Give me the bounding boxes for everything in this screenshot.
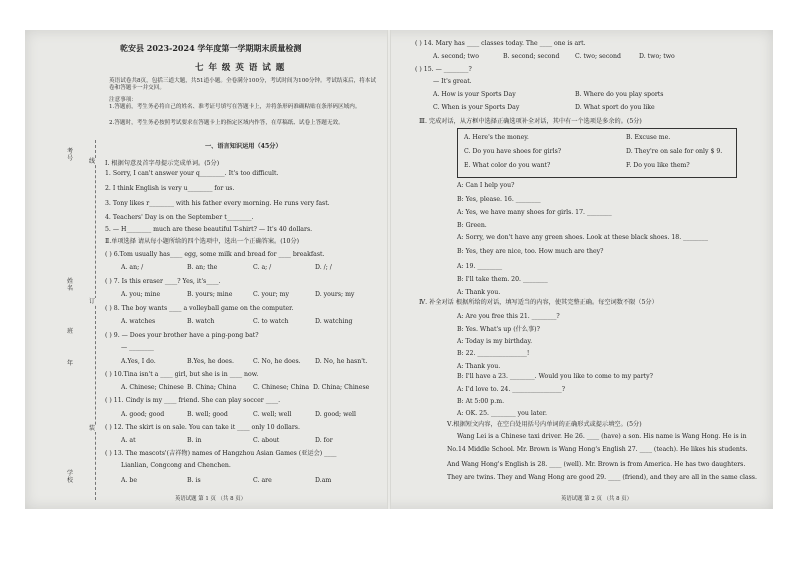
question-14: ( ) 14. Mary has ____ classes today. The ____ one is art.: [415, 40, 586, 47]
section-1-heading: Ⅰ. 根据句意及首字母提示完成单词。(5分): [105, 160, 220, 167]
option-c: C. Chinese; China: [253, 384, 310, 391]
question-4: 4. Teachers' Day is on the September t________.: [105, 214, 254, 221]
notice-1: 1.答题前，考生务必将自己的姓名、准考证号填写在答题卡上，并将条形码准确粘贴在条形码区域内。: [109, 104, 361, 110]
intro-text: 英语试卷共8页，包括三道大题，共51道小题。全卷满分100分，考试时间为100分钟。考试结束后，将本试卷和答题卡一并交回。: [109, 78, 376, 91]
option-c: C. your; my: [253, 291, 290, 298]
box-option-c: C. Do you have shoes for girls?: [464, 148, 562, 155]
passage-line: And Wang Hong's English is 28. ____ (well). Mr. Brown is from America. He has two daughters.: [447, 461, 746, 468]
question-15: ( ) 15. — ________?: [415, 66, 472, 73]
passage-line: They are twins. They and Wang Hong are good 29. ____ (friend), and they are all in the same class.: [447, 474, 757, 481]
option-b: B. watch: [187, 318, 215, 325]
question-8: ( ) 8. The boy wants ____ a volleyball game on the computer.: [105, 305, 294, 312]
option-b: B. in: [187, 437, 202, 444]
option-d: D. good; well: [315, 411, 357, 418]
option-b: B. is: [187, 477, 201, 484]
option-b: B. China; China: [187, 384, 237, 391]
option-c: C. about: [253, 437, 280, 444]
option-c: C. two; second: [575, 53, 621, 60]
box-option-f: F. Do you like them?: [626, 162, 690, 169]
option-c: C. No, he does.: [253, 358, 301, 365]
option-b: B. second; second: [503, 53, 560, 60]
binding-line: [95, 140, 96, 500]
question-13: ( ) 13. The mascots'(吉祥物) names of Hangzhou Asian Games (亚运会) ____: [105, 450, 337, 457]
school-label: 学校: [67, 470, 74, 484]
dialog2-line: B: 22. ________________!: [457, 350, 530, 357]
option-d: D. /; /: [315, 264, 332, 271]
page-footer: 英语试题 第 2 页 （共 8 页）: [561, 496, 633, 502]
option-b: B. Where do you play sports: [575, 91, 664, 98]
question-9-reply: — ________: [121, 344, 154, 351]
question-12: ( ) 12. The skirt is on sale. You can take it ____ only 10 dollars.: [105, 424, 300, 431]
option-a: A. at: [121, 437, 136, 444]
notice-title: 注意事项：: [109, 97, 137, 103]
page-2: [391, 30, 773, 509]
box-option-a: A. Here's the money.: [464, 134, 529, 141]
cut-mark: 装: [89, 425, 96, 432]
question-7: ( ) 7. Is this eraser ____? Yes, it's____.: [105, 278, 221, 285]
option-d: D. No, he hasn't.: [315, 358, 368, 365]
exam-title: 乾安县 2023-2024 学年度第一学期期末质量检测: [120, 43, 302, 53]
option-a: A. good; good: [121, 411, 165, 418]
dialog-line: B: Yes, please. 16. ________: [457, 196, 541, 203]
section-4-heading: Ⅳ. 补全对话 根据所给的对话，填写适当的内容，使其完整正确。每空词数不限（5分）: [419, 299, 658, 306]
question-2: 2. I think English is very u________ for us.: [105, 185, 235, 192]
box-option-e: E. What color do you want?: [464, 162, 551, 169]
dialog2-line: A: Today is my birthday.: [457, 338, 533, 345]
passage-line: Wang Lei is a Chinese taxi driver. He 26. ____ (have) a son. His name is Wang Hong. He is in: [457, 433, 747, 440]
option-a: A. Chinese; Chinese: [121, 384, 184, 391]
dialog-line: A: Can I help you?: [457, 182, 515, 189]
exam-paper: [25, 30, 773, 509]
passage-line: No.14 Middle School. Mr. Brown is Wang Hong's English 27. ____ (teach). He likes his students.: [447, 446, 748, 453]
grade-label: 年: [67, 360, 74, 367]
question-15-reply: — It's great.: [433, 78, 472, 85]
question-11: ( ) 11. Cindy is my ____ friend. She can play soccer ____.: [105, 397, 281, 404]
question-13-cont: Lianlian, Congcong and Chenchen.: [121, 462, 231, 469]
option-a: A. second; two: [433, 53, 479, 60]
option-c: C. When is your Sports Day: [433, 104, 520, 111]
box-option-b: B. Excuse me.: [626, 134, 671, 141]
part-heading: 一、语言知识运用（45分）: [205, 143, 282, 150]
exam-no-label: 考号: [67, 148, 74, 162]
option-c: C. are: [253, 477, 272, 484]
dialog2-line: A: OK. 25. ________ you later.: [457, 410, 547, 417]
question-9: ( ) 9. — Does your brother have a ping-pong bat?: [105, 332, 259, 339]
option-d: D. What sport do you like: [575, 104, 655, 111]
option-a: A. watches: [121, 318, 156, 325]
cut-mark: 线: [89, 158, 96, 165]
option-a: A. How is your Sports Day: [433, 91, 516, 98]
dialog2-line: B: I'll have a 23. ________. Would you like to come to my party?: [457, 373, 653, 380]
option-d: D.am: [315, 477, 332, 484]
dialog-line: A: Thank you.: [457, 289, 501, 296]
option-d: D. for: [315, 437, 333, 444]
option-c: C. to watch: [253, 318, 289, 325]
question-6: ( ) 6.Tom usually has____ egg, some milk and bread for ____ breakfast.: [105, 251, 325, 258]
dialog2-line: B: At 5:00 p.m.: [457, 398, 505, 405]
dialog-line: B: Green.: [457, 222, 487, 229]
name-label: 姓名: [67, 278, 74, 292]
option-c: C. well; well: [253, 411, 292, 418]
page-1: [25, 30, 387, 509]
option-c: C. a; /: [253, 264, 272, 271]
dialog2-line: B: Yes. What's up (什么事)?: [457, 326, 540, 333]
option-d: D. yours; my: [315, 291, 355, 298]
cut-mark: 订: [89, 298, 96, 305]
option-d: D. watching: [315, 318, 353, 325]
dialog2-line: A: Thank you.: [457, 363, 501, 370]
dialog2-line: A: I'd love to. 24. ________________?: [457, 386, 566, 393]
box-option-d: D. They're on sale for only $ 9.: [626, 148, 723, 155]
option-d: D. China; Chinese: [313, 384, 370, 391]
option-a: A.Yes, I do.: [121, 358, 156, 365]
dialog-line: B: I'll take them. 20. ________: [457, 276, 548, 283]
question-3: 3. Tony likes r________ with his father every morning. He runs very fast.: [105, 200, 330, 207]
options-box: [457, 128, 737, 178]
question-10: ( ) 10.Tina isn't a ____ girl, but she is in ____ now.: [105, 371, 259, 378]
dialog-line: A: Sorry, we don't have any green shoes. Look at these black shoes. 18. ________: [457, 234, 708, 241]
dialog-line: A: 19. ________: [457, 263, 503, 270]
dialog-line: A: Yes, we have many shoes for girls. 17. ________: [457, 209, 612, 216]
option-a: A. be: [121, 477, 138, 484]
option-b: B. yours; mine: [187, 291, 233, 298]
question-5: 5. — H________ much are these beautiful T-shirt? — It's 40 dollars.: [105, 226, 313, 233]
question-1: 1. Sorry, I can't answer your q________. It's too difficult.: [105, 170, 279, 177]
option-d: D. two; two: [639, 53, 675, 60]
option-b: B. an; the: [187, 264, 218, 271]
notice-2: 2.答题时，考生务必按照考试要求在答题卡上的指定区域内作答，在草稿纸、试卷上答题无效。: [109, 120, 344, 126]
option-b: B.Yes, he does.: [187, 358, 234, 365]
dialog-line: B: Yes, they are nice, too. How much are they?: [457, 248, 604, 255]
class-label: 班: [67, 328, 74, 335]
page-footer: 英语试题 第 1 页 （共 8 页）: [175, 496, 247, 502]
section-2-heading: Ⅱ.单项选择 请从每小题所给的四个选项中，选出一个正确答案。(10分): [105, 238, 300, 245]
option-a: A. an; /: [121, 264, 144, 271]
option-b: B. well; good: [187, 411, 228, 418]
dialog2-line: A: Are you free this 21. ________?: [457, 313, 560, 320]
section-5-heading: Ⅴ.根据短文内容，在空白处用括号内单词的正确形式或提示填空。(5分): [447, 421, 642, 428]
option-a: A. you; mine: [121, 291, 161, 298]
exam-subtitle: 七 年 级 英 语 试 题: [195, 63, 286, 73]
section-3-heading: Ⅲ. 完成对话，从方框中选择正确选项补全对话，其中有一个选项是多余的。(5分): [419, 118, 642, 125]
